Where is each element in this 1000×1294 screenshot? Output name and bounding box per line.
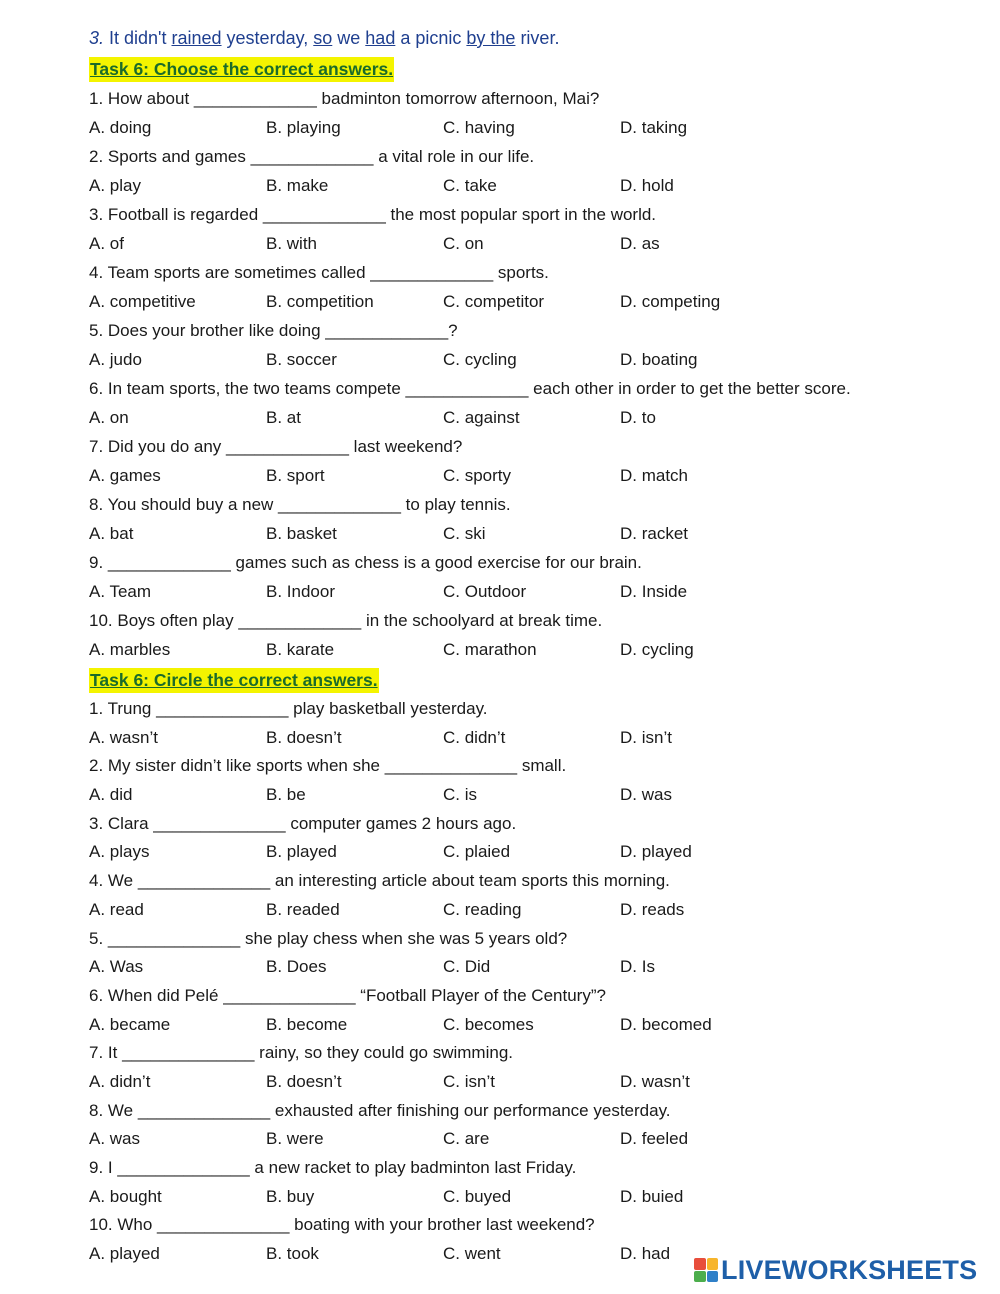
question-text: 1. How about _____________ badminton tomorrow afternoon, Mai? [89, 89, 600, 108]
question-text: 1. Trung ______________ play basketball yesterday. [89, 699, 488, 718]
logo-text: LIVEWORKSHEETS [721, 1254, 978, 1285]
question-text: 5. Does your brother like doing _____________? [89, 321, 458, 340]
intro-underlined-word: had [365, 28, 396, 48]
answer-options [89, 896, 969, 925]
answer-option[interactable]: B. soccer [266, 350, 337, 369]
answer-option[interactable]: C. Outdoor [443, 582, 527, 601]
answer-option[interactable]: B. Does [266, 957, 327, 977]
answer-option[interactable]: A. marbles [89, 640, 171, 659]
answer-option[interactable]: C. are [443, 1129, 490, 1149]
intro-text: yesterday, [221, 28, 314, 48]
answer-option[interactable]: B. make [266, 176, 329, 195]
intro-text: a picnic [395, 28, 467, 48]
answer-option[interactable]: D. hold [620, 176, 674, 195]
answer-options [89, 838, 969, 867]
question-text: 7. It ______________ rainy, so they could go swimming. [89, 1043, 514, 1063]
answer-option[interactable]: D. Is [620, 957, 655, 977]
answer-option[interactable]: B. be [266, 785, 306, 805]
answer-option[interactable]: D. played [620, 842, 692, 862]
answer-option[interactable]: A. judo [89, 350, 142, 369]
answer-options [89, 1183, 969, 1212]
task-choose-correct-answers [89, 53, 969, 664]
answer-option[interactable]: A. read [89, 899, 144, 919]
answer-option[interactable]: C. isn’t [443, 1071, 495, 1091]
answer-option[interactable]: A. competitive [89, 292, 196, 311]
answer-options [89, 519, 969, 548]
intro-number: 3. [89, 28, 105, 48]
question-text: 3. Clara ______________ computer games 2 hours ago. [89, 813, 517, 833]
answer-options [89, 781, 969, 810]
question-text: 10. Boys often play _____________ in the schoolyard at break time. [89, 611, 603, 630]
answer-options [89, 577, 969, 606]
answer-options [89, 229, 969, 258]
answer-options [89, 403, 969, 432]
answer-option[interactable]: C. marathon [443, 640, 537, 659]
answer-option[interactable]: C. plaied [443, 842, 511, 862]
answer-option[interactable]: C. having [443, 118, 515, 137]
intro-sentence [89, 24, 969, 53]
answer-options [89, 287, 969, 316]
answer-options [89, 635, 969, 664]
question-text: 2. My sister didn’t like sports when she ______________ small. [89, 756, 567, 776]
question-text: 4. Team sports are sometimes called _____________ sports. [89, 263, 549, 282]
answer-option[interactable]: B. took [266, 1244, 319, 1264]
answer-option[interactable]: A. was [89, 1129, 141, 1149]
task-title: Task 6: Circle the correct answers. [89, 668, 379, 693]
answer-option[interactable]: A. bat [89, 524, 134, 543]
answer-option[interactable]: A. played [89, 1244, 160, 1264]
answer-option[interactable]: C. reading [443, 899, 522, 919]
answer-options [89, 953, 969, 982]
answer-option[interactable]: A. on [89, 408, 129, 427]
answer-option[interactable]: C. ski [443, 524, 486, 543]
question-text: 9. _____________ games such as chess is a good exercise for our brain. [89, 553, 642, 572]
answer-option[interactable]: D. cycling [620, 640, 694, 659]
answer-option[interactable]: B. Indoor [266, 582, 335, 601]
question-text: 3. Football is regarded _____________ the most popular sport in the world. [89, 205, 657, 224]
answer-option[interactable]: B. buy [266, 1186, 315, 1206]
answer-option[interactable]: D. reads [620, 899, 685, 919]
worksheet-page [89, 24, 969, 1269]
answer-option[interactable]: D. match [620, 466, 689, 485]
answer-option[interactable]: A. plays [89, 842, 150, 862]
question-text: 2. Sports and games _____________ a vital role in our life. [89, 147, 535, 166]
question-text: 9. I ______________ a new racket to play badminton last Friday. [89, 1158, 577, 1177]
answer-option[interactable]: D. as [620, 234, 660, 253]
answer-options [89, 461, 969, 490]
answer-option[interactable]: A. wasn’t [89, 727, 158, 747]
answer-option[interactable]: D. boating [620, 350, 698, 369]
answer-option[interactable]: B. sport [266, 466, 325, 485]
intro-underlined-word: rained [171, 28, 222, 48]
answer-option[interactable]: A. of [89, 234, 124, 253]
answer-option[interactable]: A. doing [89, 118, 152, 137]
answer-option[interactable]: C. against [443, 408, 520, 427]
answer-option[interactable]: C. competitor [443, 292, 545, 311]
answer-option[interactable]: B. doesn’t [266, 1071, 342, 1091]
question-text: 4. We ______________ an interesting article about team sports this morning. [89, 871, 670, 891]
answer-options [89, 1125, 969, 1154]
answer-option[interactable]: B. with [266, 234, 318, 253]
question-text: 8. You should buy a new _____________ to play tennis. [89, 495, 511, 514]
task-title: Task 6: Choose the correct answers. [89, 57, 394, 82]
question-text: 6. In team sports, the two teams compete _____________ each other in order to get the better score. [89, 379, 851, 398]
answer-option[interactable]: B. were [266, 1129, 324, 1149]
answer-option[interactable]: B. at [266, 408, 301, 427]
intro-underlined-word: by the [466, 28, 516, 48]
answer-option[interactable]: D. was [620, 785, 672, 805]
answer-option[interactable]: A. became [89, 1014, 171, 1034]
question-text: 6. When did Pelé ______________ “Football Player of the Century”? [89, 985, 606, 1005]
answer-option[interactable]: C. is [443, 785, 477, 805]
answer-options [89, 724, 969, 753]
answer-options [89, 1011, 969, 1040]
answer-options [89, 113, 969, 142]
answer-option[interactable]: B. competition [266, 292, 374, 311]
answer-option[interactable]: C. on [443, 234, 484, 253]
answer-option[interactable]: C. cycling [443, 350, 517, 369]
answer-option[interactable]: A. play [89, 176, 141, 195]
question-text: 8. We ______________ exhausted after finishing our performance yesterday. [89, 1100, 671, 1120]
answer-option[interactable]: B. doesn’t [266, 727, 342, 747]
liveworksheets-logo [694, 1255, 977, 1285]
answer-option[interactable]: A. did [89, 785, 133, 805]
liveworksheets-logo-icon [694, 1258, 718, 1282]
answer-option[interactable]: A. games [89, 466, 161, 485]
answer-option[interactable]: C. didn’t [443, 727, 506, 747]
answer-option[interactable]: A. Team [89, 582, 152, 601]
answer-option[interactable]: D. racket [620, 524, 689, 543]
answer-option[interactable]: C. buyed [443, 1186, 512, 1206]
answer-option[interactable]: D. buied [620, 1186, 684, 1206]
answer-option[interactable]: B. basket [266, 524, 337, 543]
answer-option[interactable]: B. become [266, 1014, 348, 1034]
question-text: 10. Who ______________ boating with your brother last weekend? [89, 1215, 595, 1235]
answer-option[interactable]: B. playing [266, 118, 341, 137]
answer-options [89, 345, 969, 374]
answer-option[interactable]: A. Was [89, 957, 144, 977]
answer-option[interactable]: B. readed [266, 899, 340, 919]
question-list [89, 695, 969, 1269]
answer-option[interactable]: D. Inside [620, 582, 688, 601]
intro-text: It didn't [104, 28, 172, 48]
question-text: 7. Did you do any _____________ last weekend? [89, 437, 463, 456]
answer-option[interactable]: D. had [620, 1244, 671, 1264]
intro-underlined-word: so [313, 28, 333, 48]
answer-option[interactable]: D. to [620, 408, 656, 427]
task-circle-correct-answers [89, 664, 969, 1269]
intro-text: river. [515, 28, 560, 48]
answer-option[interactable]: D. wasn’t [620, 1071, 690, 1091]
answer-option[interactable]: B. played [266, 842, 337, 862]
answer-option[interactable]: B. karate [266, 640, 335, 659]
answer-option[interactable]: D. becomed [620, 1014, 712, 1034]
answer-option[interactable]: D. feeled [620, 1129, 689, 1149]
answer-option[interactable]: C. becomes [443, 1014, 534, 1034]
question-list [89, 84, 969, 664]
answer-option[interactable]: C. Did [443, 957, 491, 977]
intro-text: we [332, 28, 366, 48]
answer-option[interactable]: A. bought [89, 1186, 162, 1206]
answer-option[interactable]: D. isn’t [620, 727, 672, 747]
answer-option[interactable]: D. taking [620, 118, 688, 137]
answer-options [89, 1068, 969, 1097]
question-text: 5. ______________ she play chess when she was 5 years old? [89, 928, 568, 948]
answer-options [89, 171, 969, 200]
answer-option[interactable]: C. take [443, 176, 497, 195]
answer-option[interactable]: C. went [443, 1244, 501, 1264]
answer-option[interactable]: D. competing [620, 292, 721, 311]
answer-option[interactable]: C. sporty [443, 466, 512, 485]
answer-option[interactable]: A. didn’t [89, 1071, 151, 1091]
